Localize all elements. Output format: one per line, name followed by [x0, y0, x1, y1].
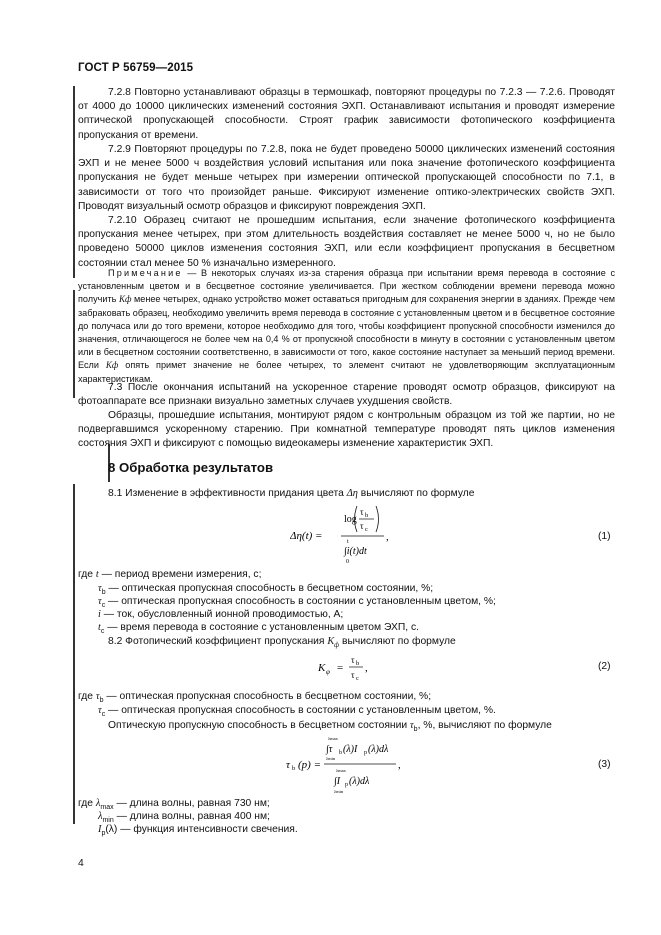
- formula-1-log: log: [344, 514, 357, 525]
- section-8-heading: 8 Обработка результатов: [108, 460, 274, 475]
- formula-2-number: (2): [598, 661, 611, 672]
- svg-text:(p) =: (p) =: [298, 759, 321, 771]
- clause-8-2: 8.2 Фотопический коэффициент пропускания $К_ф$ вычисляют по формуле: [108, 636, 456, 650]
- svg-text:c: c: [356, 675, 359, 682]
- note-symbol: Кф: [105, 360, 119, 371]
- clause-7-2-10: 7.2.10 Образец считают не прошедшим испытания, если значение фотопического коэффициента пропускания менее четырех, при этом длительность воздействия составляет не менее 5000 ч, но не было проведено 50000 циклов изменения состояния ЭХП, или если коэффициент пропускания в бесцветном состоянии стал менее 50 % изначально измеренного.: [78, 215, 615, 269]
- svg-text:p: p: [345, 782, 348, 788]
- svg-text:λmin: λmin: [326, 756, 336, 761]
- formula-1: [290, 500, 410, 568]
- formula-1-integral: ∫i(t)dt: [344, 546, 367, 557]
- legend-item: $\tau_c$ — оптическая пропускная способность в состоянии с установленным цветом, %.: [98, 705, 496, 719]
- svg-text:(λ)I: (λ)I: [343, 744, 358, 755]
- legend-item: $t_c$ — время перевода в состояние с установленным цветом ЭХП, с.: [98, 622, 420, 636]
- clause-7-3-continued: Образцы, прошедшие испытания, монтируют рядом с контрольным образцом из той же партии, но не подвергавшимся ускоренному старению. При комнатной температуре проводят пять циклов изменения состояния ЭХП и фиксируют с помощью видеокамеры изменение характеристик ЭХП.: [78, 410, 615, 450]
- legend-item: где $\tau_b$ — оптическая пропускная способность в бесцветном состоянии, %;: [78, 691, 432, 705]
- svg-text:b: b: [356, 660, 360, 667]
- legend-item: $\lambda_{min}$ — длина волны, равная 400 нм;: [98, 811, 270, 825]
- svg-text:b: b: [292, 765, 296, 772]
- formula-2: [318, 650, 388, 688]
- note-label: Примечание: [108, 268, 183, 278]
- svg-text:(λ)dλ: (λ)dλ: [349, 776, 370, 787]
- formula-2-numerator: τ: [351, 655, 355, 665]
- svg-text:(λ)dλ: (λ)dλ: [368, 744, 389, 755]
- svg-text:λmax: λmax: [328, 736, 338, 741]
- formula-3-number: (3): [598, 759, 611, 770]
- formula-3-numerator: ∫τ: [326, 744, 333, 755]
- svg-text:λmax: λmax: [336, 768, 346, 773]
- formula-1-lhs: Δη(t) =: [290, 530, 323, 542]
- formula-1-number: (1): [598, 531, 611, 542]
- clause-8-3: Оптическую пропускную способность в бесцветном состоянии $\tau_b$, %, вычисляют по формуле: [108, 720, 552, 734]
- formula-3-lhs: τ: [286, 759, 290, 771]
- clause-7-2-9: 7.2.9 Повторяют процедуры по 7.2.8, пока не будет проведено 50000 циклических изменений состояния ЭХП и не менее 5000 ч воздействия условий испытания или пока значение фотопического коэффициента пропускания не будет меньше четырех при измерении оптической пропускающей способности по 7.1, в зависимости от того что произойдет раньше. Фиксируют изменение оптико-электрических свойств ЭХП. Проводят визуальный осмотр образцов и фиксируют повреждения ЭХП.: [78, 144, 615, 212]
- formula-1-tau-c: τ: [360, 521, 364, 531]
- clause-8-1: 8.1 Изменение в эффективности придания цвета Δη вычисляют по формуле: [108, 488, 475, 499]
- formula-2-denominator: τ: [351, 670, 355, 680]
- legend-item: $I_p(\lambda)$ — функция интенсивности свечения.: [98, 824, 298, 838]
- change-bar: [73, 86, 75, 278]
- svg-text:φ: φ: [326, 668, 330, 676]
- svg-text:p: p: [364, 750, 367, 756]
- legend-item: где t — период времени измерения, с;: [78, 569, 262, 580]
- svg-text:,: ,: [398, 759, 401, 771]
- change-bar: [73, 484, 75, 824]
- svg-text:c: c: [365, 526, 368, 533]
- svg-text:b: b: [365, 512, 369, 519]
- note-symbol: Кф: [118, 294, 132, 305]
- page-number: 4: [78, 858, 84, 869]
- document-header: ГОСТ Р 56759—2015: [78, 62, 194, 74]
- change-bar: [73, 290, 75, 398]
- legend-item: $\tau_b$ — оптическая пропускная способность в бесцветном состоянии, %;: [98, 583, 434, 597]
- legend-item: $\tau_c$ — оптическая пропускная способность в состоянии с установленным цветом, %;: [98, 596, 496, 610]
- formula-3: [286, 735, 426, 797]
- legend-item: где $\lambda_{max}$ — длина волны, равная 730 нм;: [78, 798, 270, 812]
- svg-text:λmin: λmin: [334, 789, 344, 794]
- legend-item: i — ток, обусловленный ионной проводимостью, А;: [98, 609, 344, 620]
- svg-text:,: ,: [365, 662, 368, 674]
- svg-text:0: 0: [346, 559, 349, 565]
- clause-7-3: 7.3 После окончания испытаний на ускоренное старение проводят осмотр образцов, фиксируют на фотоаппарате все признаки визуально заметных случаев ухудшения свойств.: [78, 382, 615, 408]
- svg-text:t: t: [347, 539, 349, 545]
- svg-text:=: =: [337, 662, 344, 674]
- note-block: Примечание — В некоторых случаях из-за старения образца при испытании время перевода в состояние с установленным цветом и в бесцветное состояние увеличивается. При жестком соблюдении времени перевода можно получить Кф менее четырех, однако устройство может оставаться пригодным для сохранения энергии в зданиях. Прежде чем забраковать образец, необходимо увеличить время перевода в состояние с установленным цветом и в бесцветное состояние до получаса или до того времени, которое необходимо для того, чтобы коэффициент пропускной способности изменился до значения, отличающегося не более чем на 0,4 % от пропускной способности в минуту в состоянии с установленным цветом или в бесцветном состоянии соответственно, в зависимости от того, какое состояние наступает за меньший период времени. Если Кф опять примет значение не более четырех, то элемент считают не удовлетворяющим эксплуатационным характеристикам.: [78, 268, 616, 384]
- formula-1-tau-b: τ: [360, 507, 364, 517]
- formula-1-paren-right: [376, 506, 379, 532]
- svg-text:,: ,: [386, 531, 389, 543]
- svg-text:b: b: [339, 750, 342, 756]
- formula-2-lhs: K: [318, 662, 326, 674]
- formula-3-denominator: ∫I: [334, 776, 341, 787]
- clause-7-2-8: 7.2.8 Повторно устанавливают образцы в термошкаф, повторяют процедуры по 7.2.3 — 7.2.6. Проводят от 4000 до 10000 циклических изменений состояния ЭХП. Останавливают испытания и проводят измерение оптической пропускающей способности. Строят график зависимости фотопического коэффициента пропускания от времени.: [78, 87, 615, 141]
